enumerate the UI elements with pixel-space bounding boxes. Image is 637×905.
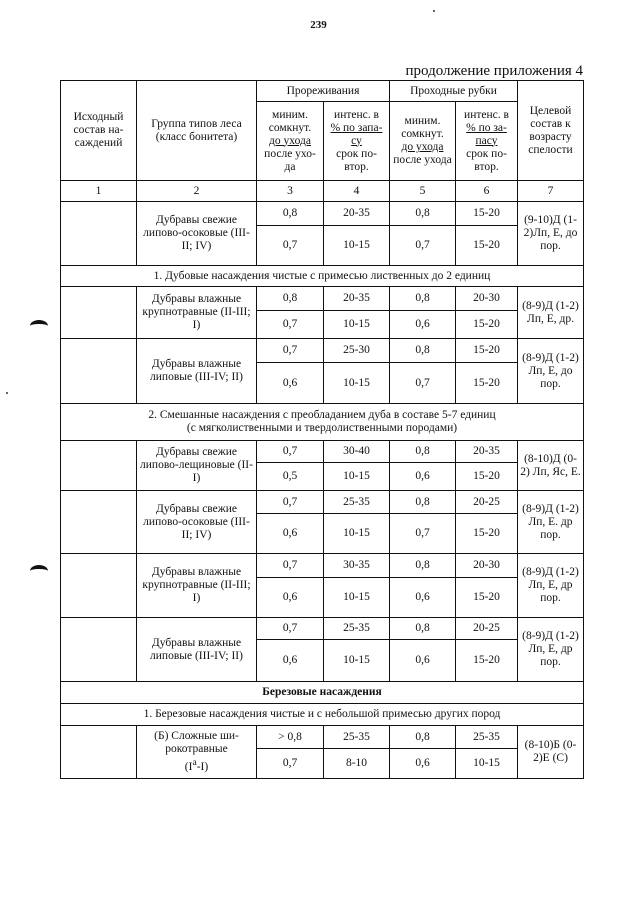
header-text: % по за-пасу <box>466 121 507 147</box>
value-cell: 15-20 <box>456 578 518 618</box>
table-row <box>61 618 584 640</box>
value-cell: 0,8 <box>257 287 324 311</box>
value-cell: 15-20 <box>456 202 518 226</box>
value-cell: 0,8 <box>390 339 456 363</box>
header-row-1 <box>61 81 584 102</box>
forest-type-cell: Дубравы свежие липово-осоковые (III-II; IV) <box>137 202 257 266</box>
header-text: интенс. в <box>464 108 509 121</box>
value-cell: 25-35 <box>324 618 390 640</box>
value-cell: 20-30 <box>456 554 518 578</box>
value-cell: 15-20 <box>456 514 518 554</box>
value-cell: 0,6 <box>390 311 456 339</box>
value-cell: 0,6 <box>390 640 456 682</box>
table-row <box>61 554 584 578</box>
scan-speck <box>433 10 435 12</box>
header-text: после ухо-да <box>264 147 316 173</box>
forest-type-superscript: а <box>192 757 197 769</box>
section-title-line: (с мягколиственными и твердолиственными породами) <box>186 422 458 434</box>
value-cell: 0,7 <box>257 226 324 266</box>
target-composition-cell: (8-10)Д (0-2) Лп, Яс, Е. <box>518 441 584 491</box>
value-cell: 15-20 <box>456 640 518 682</box>
header-pass-min-density <box>390 102 456 181</box>
section-title-line: 2. Смешанные насаждения с преобладанием дуба в составе 5-7 единиц <box>148 409 496 421</box>
header-text: миним. сомкнут. <box>268 108 312 134</box>
header-text: срок по-втор. <box>466 147 507 173</box>
value-cell: 0,6 <box>257 640 324 682</box>
value-cell: 0,6 <box>390 463 456 491</box>
binding-hole-mark <box>30 320 48 332</box>
target-composition-cell: (8-9)Д (1-2) Лп, Е, до пор. <box>518 339 584 404</box>
header-forest-type-group: Группа типов леса (класс бонитета) <box>137 81 257 181</box>
scan-speck <box>6 392 8 394</box>
table-row <box>61 202 584 226</box>
table-row <box>61 726 584 749</box>
value-cell: 10-15 <box>324 463 390 491</box>
value-cell: 15-20 <box>456 226 518 266</box>
value-cell: 20-35 <box>324 287 390 311</box>
value-cell: 0,8 <box>390 491 456 514</box>
forest-type-cell: Дубравы влажные крупнотравные (II-III; I) <box>137 287 257 339</box>
forest-type-cell: Дубравы свежие липово-осоковые (III-II; IV) <box>137 491 257 554</box>
column-number: 3 <box>257 181 324 202</box>
value-cell: 25-35 <box>324 491 390 514</box>
value-cell: 0,7 <box>390 514 456 554</box>
initial-composition-cell <box>61 202 137 266</box>
forest-type-cell: Дубравы влажные липовые (III-IV; II) <box>137 339 257 404</box>
value-cell: 0,5 <box>257 463 324 491</box>
header-thinning: Прореживания <box>257 81 390 102</box>
target-composition-cell: (8-9)Д (1-2) Лп, Е. др пор. <box>518 491 584 554</box>
value-cell: 20-35 <box>456 441 518 463</box>
value-cell: 0,7 <box>257 749 324 779</box>
header-text: интенс. в <box>334 108 379 121</box>
silviculture-table <box>60 80 584 779</box>
section-row <box>61 266 584 287</box>
initial-composition-cell <box>61 339 137 404</box>
value-cell: 10-15 <box>324 311 390 339</box>
value-cell: 0,8 <box>390 441 456 463</box>
value-cell: 0,6 <box>257 363 324 404</box>
value-cell: 30-40 <box>324 441 390 463</box>
value-cell: 20-30 <box>456 287 518 311</box>
value-cell: 0,8 <box>390 202 456 226</box>
value-cell: 10-15 <box>324 363 390 404</box>
value-cell: 15-20 <box>456 311 518 339</box>
value-cell: 0,6 <box>390 578 456 618</box>
forest-type-text: -I) <box>196 760 209 773</box>
section-title <box>61 404 584 441</box>
header-text: до ухода <box>401 141 444 153</box>
column-number: 1 <box>61 181 137 202</box>
header-text: миним. сомкнут. <box>401 115 444 140</box>
value-cell: 25-35 <box>456 726 518 749</box>
table-row <box>61 339 584 363</box>
value-cell: 0,7 <box>257 554 324 578</box>
initial-composition-cell <box>61 441 137 491</box>
value-cell: 0,7 <box>257 441 324 463</box>
initial-composition-cell <box>61 287 137 339</box>
value-cell: 20-25 <box>456 618 518 640</box>
header-thin-min-density <box>257 102 324 181</box>
value-cell: 20-25 <box>456 491 518 514</box>
section-row <box>61 682 584 704</box>
forest-type-cell: Дубравы свежие липово-лещиновые (II-I) <box>137 441 257 491</box>
birch-section-title: Березовые насаждения <box>61 682 584 704</box>
header-text: после ухода <box>393 154 452 166</box>
table-row <box>61 491 584 514</box>
header-passage-cutting: Проходные рубки <box>390 81 518 102</box>
header-text: до ухода <box>269 134 311 147</box>
column-number: 6 <box>456 181 518 202</box>
target-composition-cell: (9-10)Д (1-2)Лп, Е, до пор. <box>518 202 584 266</box>
value-cell: 0,6 <box>257 578 324 618</box>
value-cell: 8-10 <box>324 749 390 779</box>
header-text: % по запа-су <box>330 121 383 147</box>
forest-type-cell: Дубравы влажные крупнотравные (II-III; I) <box>137 554 257 618</box>
header-pass-intensity <box>456 102 518 181</box>
forest-type-text: (Б) Сложные ши-рокотравные <box>154 730 239 756</box>
section-row <box>61 404 584 441</box>
header-initial-composition: Исходный состав на-саждений <box>61 81 137 181</box>
initial-composition-cell <box>61 618 137 682</box>
value-cell: 10-15 <box>324 514 390 554</box>
table-row <box>61 441 584 463</box>
value-cell: 0,6 <box>390 749 456 779</box>
value-cell: 30-35 <box>324 554 390 578</box>
section-row <box>61 704 584 726</box>
target-composition-cell: (8-10)Б (0-2)Е (С) <box>518 726 584 779</box>
page-number: 239 <box>310 19 327 31</box>
value-cell: 25-35 <box>324 726 390 749</box>
value-cell: 10-15 <box>324 226 390 266</box>
continuation-label: продолжение приложения 4 <box>405 63 583 79</box>
value-cell: 15-20 <box>456 363 518 404</box>
header-text: срок по-втор. <box>336 147 377 173</box>
value-cell: > 0,8 <box>257 726 324 749</box>
column-number-row <box>61 181 584 202</box>
forest-type-text: (I <box>184 760 193 773</box>
value-cell: 0,7 <box>390 226 456 266</box>
value-cell: 0,7 <box>257 311 324 339</box>
binding-hole-mark <box>30 565 48 577</box>
value-cell: 0,8 <box>390 618 456 640</box>
initial-composition-cell <box>61 491 137 554</box>
value-cell: 10-15 <box>324 640 390 682</box>
header-thin-intensity <box>324 102 390 181</box>
forest-type-cell: Дубравы влажные липовые (III-IV; II) <box>137 618 257 682</box>
target-composition-cell: (8-9)Д (1-2) Лп, Е, др пор. <box>518 618 584 682</box>
forest-type-cell <box>137 726 257 779</box>
value-cell: 0,7 <box>390 363 456 404</box>
initial-composition-cell <box>61 726 137 779</box>
target-composition-cell: (8-9)Д (1-2) Лп, Е, др. <box>518 287 584 339</box>
column-number: 4 <box>324 181 390 202</box>
value-cell: 15-20 <box>456 339 518 363</box>
value-cell: 0,8 <box>390 554 456 578</box>
value-cell: 0,8 <box>257 202 324 226</box>
value-cell: 15-20 <box>456 463 518 491</box>
section-title: 1. Дубовые насаждения чистые с примесью лиственных до 2 единиц <box>61 266 584 287</box>
value-cell: 10-15 <box>324 578 390 618</box>
value-cell: 25-30 <box>324 339 390 363</box>
header-target-composition: Целевой состав к возрасту спелости <box>518 81 584 181</box>
initial-composition-cell <box>61 554 137 618</box>
target-composition-cell: (8-9)Д (1-2) Лп, Е, др пор. <box>518 554 584 618</box>
column-number: 5 <box>390 181 456 202</box>
value-cell: 10-15 <box>456 749 518 779</box>
column-number: 7 <box>518 181 584 202</box>
value-cell: 0,8 <box>390 287 456 311</box>
value-cell: 20-35 <box>324 202 390 226</box>
value-cell: 0,7 <box>257 618 324 640</box>
table-row <box>61 287 584 311</box>
value-cell: 0,7 <box>257 339 324 363</box>
value-cell: 0,8 <box>390 726 456 749</box>
value-cell: 0,7 <box>257 491 324 514</box>
value-cell: 0,6 <box>257 514 324 554</box>
section-title: 1. Березовые насаждения чистые и с небольшой примесью других пород <box>61 704 584 726</box>
column-number: 2 <box>137 181 257 202</box>
